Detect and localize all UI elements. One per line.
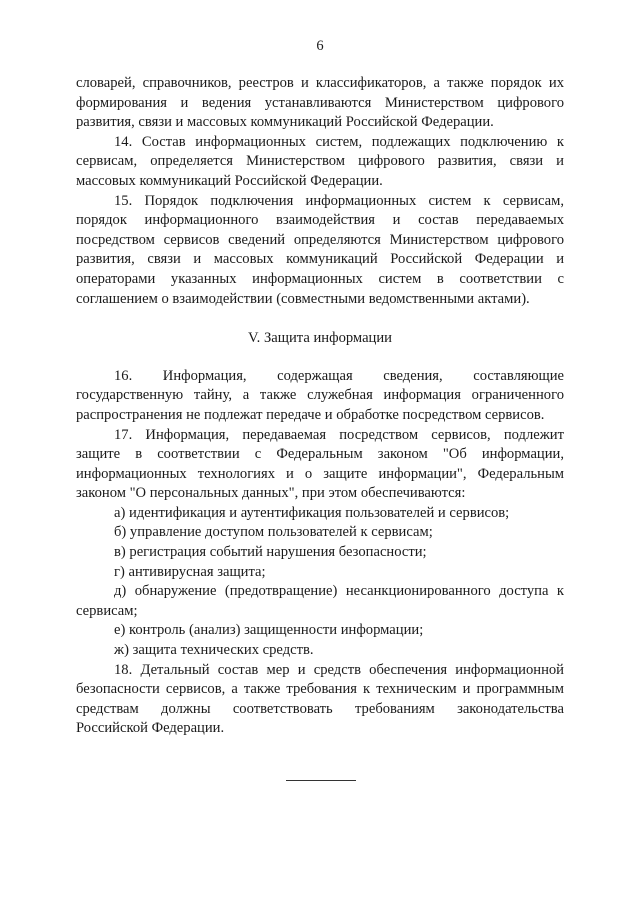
paragraph-continuation: словарей, справочников, реестров и классификаторов, а также порядок их формирования и ведения устанавливаются Министерством цифрового развития, связи и массовых коммуникаций Российской Федерации. bbox=[76, 75, 564, 131]
paragraph-18: 18. Детальный состав мер и средств обеспечения информационной безопасности сервисов, а также требования к техническим и программным средствам должны соответствовать требованиям законодательства Российской Федерации. bbox=[76, 661, 564, 737]
paragraph-17: 17. Информация, передаваемая посредством сервисов, подлежит защите в соответствии с Федеральным законом "Об информации, информационных технологиях и о защите информации", Федеральным законом "О персональных данных", при этом обеспечиваются: bbox=[76, 426, 564, 502]
section-heading: V. Защита информации bbox=[248, 330, 392, 347]
list-item-e: е) контроль (анализ) защищенности информации; bbox=[114, 622, 424, 639]
paragraph-15: 15. Порядок подключения информационных систем к сервисам, порядок информационного взаимодействия и состав передаваемых посредством сервисов сведений определяются Министерством цифрового развития, связи и массовых коммуникаций Российской Федерации и операторами указанных информационных систем в соответствии с соглашением о взаимодействии (совместными ведомственными актами). bbox=[76, 192, 564, 307]
paragraph-16: 16. Информация, содержащая сведения, составляющие государственную тайну, а также служебная информация ограниченного распространения не подлежат передаче и обработке посредством сервисов. bbox=[76, 367, 564, 423]
end-rule bbox=[286, 780, 356, 781]
list-item-d: д) обнаружение (предотвращение) несанкционированного доступа к сервисам; bbox=[76, 583, 564, 619]
list-item-b: б) управление доступом пользователей к сервисам; bbox=[114, 524, 433, 541]
paragraph-14: 14. Состав информационных систем, подлежащих подключению к сервисам, определяется Министерством цифрового развития, связи и массовых коммуникаций Российской Федерации. bbox=[76, 133, 564, 189]
document-body bbox=[76, 74, 564, 739]
list-item-zh: ж) защита технических средств. bbox=[114, 642, 314, 659]
list-item-a: а) идентификация и аутентификация пользователей и сервисов; bbox=[114, 504, 510, 521]
page-number: 6 bbox=[316, 38, 324, 54]
list-item-v: в) регистрация событий нарушения безопасности; bbox=[114, 544, 427, 561]
list-item-g: г) антивирусная защита; bbox=[114, 563, 266, 580]
